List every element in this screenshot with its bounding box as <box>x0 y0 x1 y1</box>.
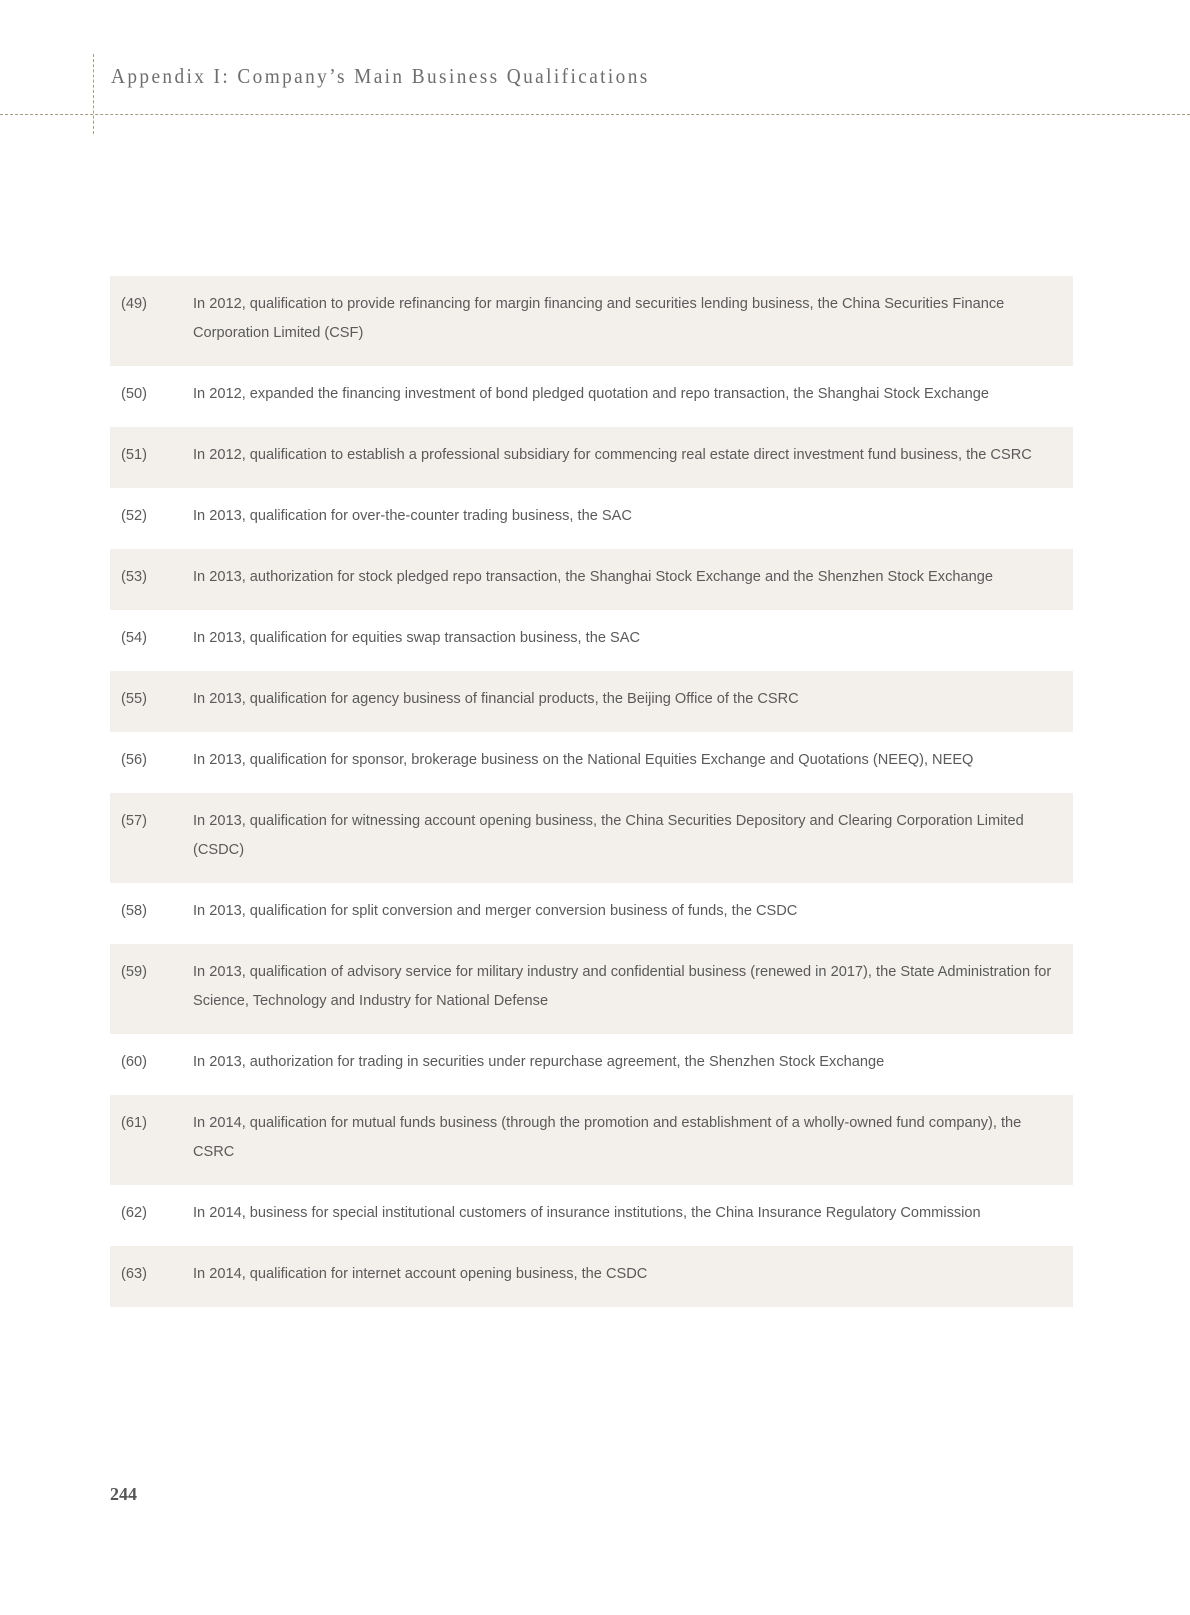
table-row <box>110 1095 1073 1185</box>
item-number: (56) <box>121 752 147 768</box>
table-row <box>110 1246 1073 1307</box>
table-row <box>110 1034 1073 1095</box>
page-title: Appendix I: Company’s Main Business Qualifications <box>111 64 650 88</box>
table-row <box>110 276 1073 366</box>
item-number: (55) <box>121 691 147 707</box>
table-row <box>110 944 1073 1034</box>
table-row <box>110 427 1073 488</box>
item-number: (61) <box>121 1115 147 1131</box>
item-text: In 2013, qualification for over-the-counter trading business, the SAC <box>193 508 632 524</box>
item-number: (62) <box>121 1205 147 1221</box>
item-number: (51) <box>121 447 147 463</box>
item-number: (60) <box>121 1054 147 1070</box>
item-number: (57) <box>121 813 147 829</box>
item-text: In 2013, qualification for split conversion and merger conversion business of funds, the CSDC <box>193 903 798 919</box>
item-text: In 2012, expanded the financing investment of bond pledged quotation and repo transaction, the Shanghai Stock Exchange <box>193 386 989 402</box>
item-text: In 2014, qualification for internet account opening business, the CSDC <box>193 1266 648 1282</box>
table-row <box>110 549 1073 610</box>
item-text: In 2012, qualification to establish a professional subsidiary for commencing real estate direct investment fund business, the CSRC <box>193 447 1032 463</box>
qualifications-table <box>110 276 1073 1307</box>
item-number: (58) <box>121 903 147 919</box>
item-text: In 2013, qualification for witnessing account opening business, the China Securities Depository and Clearing Corporation Limited (CSDC) <box>193 813 1024 858</box>
item-text: In 2012, qualification to provide refinancing for margin financing and securities lending business, the China Securities Finance Corporation Limited (CSF) <box>193 296 1005 341</box>
item-text: In 2013, qualification for sponsor, brokerage business on the National Equities Exchange and Quotations (NEEQ), NEEQ <box>193 752 974 768</box>
item-number: (53) <box>121 569 147 585</box>
table-row <box>110 610 1073 671</box>
table-row <box>110 732 1073 793</box>
item-text: In 2013, qualification of advisory service for military industry and confidential business (renewed in 2017), the State Administration for Science, Technology and Industry for National Defense <box>193 964 1052 1009</box>
page-number: 244 <box>110 1484 137 1504</box>
header-dashed-rule <box>0 114 1190 115</box>
item-text: In 2014, business for special institutional customers of insurance institutions, the China Insurance Regulatory Commission <box>193 1205 981 1221</box>
item-number: (50) <box>121 386 147 402</box>
item-number: (52) <box>121 508 147 524</box>
item-number: (63) <box>121 1266 147 1282</box>
item-text: In 2013, authorization for trading in securities under repurchase agreement, the Shenzhen Stock Exchange <box>193 1054 885 1070</box>
table-row <box>110 883 1073 944</box>
item-number: (49) <box>121 296 147 312</box>
item-text: In 2013, qualification for equities swap transaction business, the SAC <box>193 630 640 646</box>
item-text: In 2014, qualification for mutual funds business (through the promotion and establishment of a wholly-owned fund company), the CSRC <box>193 1115 1022 1160</box>
table-row <box>110 793 1073 883</box>
item-number: (54) <box>121 630 147 646</box>
item-text: In 2013, authorization for stock pledged repo transaction, the Shanghai Stock Exchange and the Shenzhen Stock Exchange <box>193 569 993 585</box>
table-row <box>110 1185 1073 1246</box>
table-row <box>110 366 1073 427</box>
header-vertical-rule <box>93 54 94 134</box>
item-text: In 2013, qualification for agency business of financial products, the Beijing Office of the CSRC <box>193 691 799 707</box>
item-number: (59) <box>121 964 147 980</box>
table-row <box>110 671 1073 732</box>
table-row <box>110 488 1073 549</box>
